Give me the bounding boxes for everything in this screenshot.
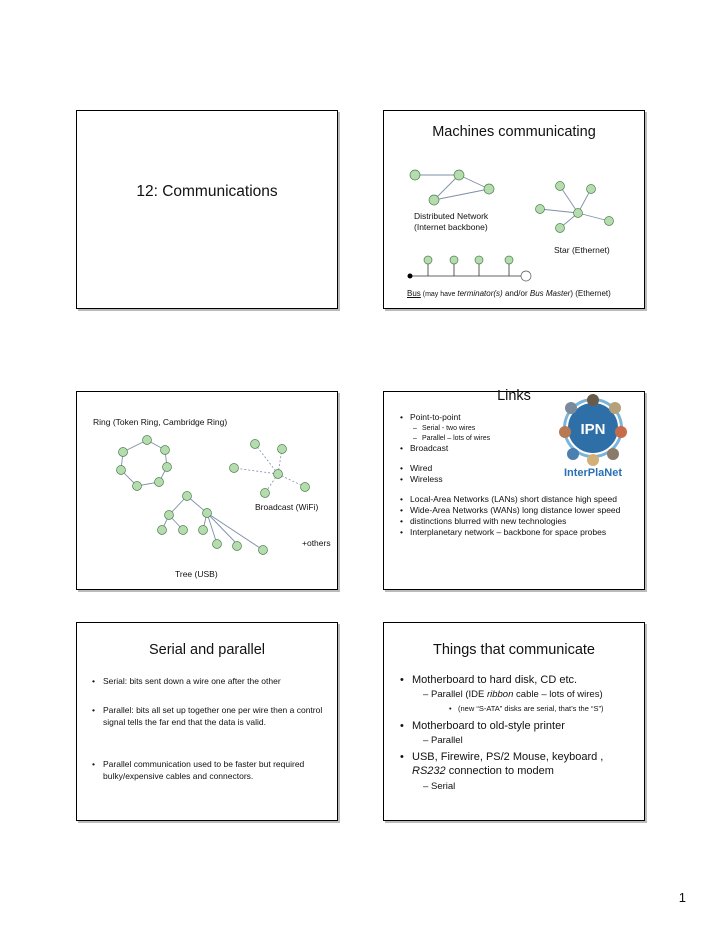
- ring-label: Ring (Token Ring, Cambridge Ring): [93, 417, 228, 427]
- broadcast-node: [251, 440, 260, 449]
- slide-heading: Links: [497, 388, 531, 404]
- slide-links: [383, 388, 645, 590]
- tree-node: [259, 546, 268, 555]
- network-node: [484, 184, 494, 194]
- bus-terminator: [408, 274, 413, 279]
- network-diagrams: [384, 111, 644, 308]
- network-node: [454, 170, 464, 180]
- network-node: [605, 217, 614, 226]
- links-item: • Wired: [410, 463, 432, 474]
- network-node: [505, 256, 513, 264]
- network-node: [587, 185, 596, 194]
- broadcast-node: [274, 470, 283, 479]
- network-node: [424, 256, 432, 264]
- slide-serial-parallel: [76, 622, 338, 821]
- ring-node: [133, 482, 142, 491]
- slide-heading: Machines communicating: [432, 124, 596, 140]
- star-label: Star (Ethernet): [554, 245, 610, 255]
- serial-item: • Parallel: bits all set up together one per wire then a control signal tells the far end that the data is valid.: [103, 704, 328, 728]
- slide-topologies: [76, 391, 338, 590]
- things-subitem: – Serial: [431, 781, 455, 793]
- tree-node: [203, 509, 212, 518]
- slide-heading: Serial and parallel: [148, 642, 266, 658]
- broadcast-node: [301, 483, 310, 492]
- things-item: • Motherboard to old-style printer: [412, 719, 565, 733]
- links-item: • Point-to-point: [410, 412, 461, 423]
- ring-node: [155, 478, 164, 487]
- tree-node: [165, 511, 174, 520]
- distributed-network-label: Distributed Network (Internet backbone): [414, 211, 489, 232]
- links-item: • Broadcast: [410, 443, 448, 454]
- links-item: • distinctions blurred with new technologies: [410, 516, 566, 527]
- links-item: • Local-Area Networks (LANs) short distance high speed: [410, 494, 617, 505]
- network-node: [410, 170, 420, 180]
- tree-node: [183, 492, 192, 501]
- tree-node: [158, 526, 167, 535]
- slide-machines-communicating: [383, 110, 645, 309]
- network-node: [574, 209, 583, 218]
- tree-node: [179, 526, 188, 535]
- network-node: [475, 256, 483, 264]
- links-subitem: – Serial - two wires: [422, 424, 475, 433]
- slide-things-communicate: [383, 622, 645, 821]
- things-item: • USB, Firewire, PS/2 Mouse, keyboard , RS232 connection to modem: [412, 750, 637, 778]
- links-subitem: – Parallel – lots of wires: [422, 434, 490, 443]
- ring-node: [163, 463, 172, 472]
- broadcast-node: [278, 445, 287, 454]
- broadcast-label: Broadcast (WiFi): [255, 502, 319, 512]
- bus-master: [521, 271, 531, 281]
- logo-caption: InterPlaNet: [563, 467, 623, 479]
- tree-node: [213, 540, 222, 549]
- serial-item: • Parallel communication used to be faster but required bulky/expensive cables and connectors.: [103, 758, 328, 782]
- things-subsubitem: • (new “S-ATA” disks are serial, that’s the “S”): [458, 704, 603, 714]
- others-label: +others: [302, 538, 331, 548]
- links-item: • Wide-Area Networks (WANs) long distance lower speed: [410, 505, 620, 516]
- broadcast-node: [261, 489, 270, 498]
- tree-node: [199, 526, 208, 535]
- tree-label: Tree (USB): [175, 569, 218, 579]
- links-item: • Wireless: [410, 474, 443, 485]
- things-subitem: – Parallel (IDE ribbon cable – lots of wires): [431, 689, 603, 701]
- broadcast-node: [230, 464, 239, 473]
- ring-node: [161, 446, 170, 455]
- ring-node: [119, 448, 128, 457]
- slide-title: [76, 110, 338, 309]
- network-node: [556, 224, 565, 233]
- things-subitem: – Parallel: [431, 735, 463, 747]
- ring-node: [117, 466, 126, 475]
- tree-node: [233, 542, 242, 551]
- logo-text: IPN: [580, 421, 606, 438]
- ring-node: [143, 436, 152, 445]
- things-item: • Motherboard to hard disk, CD etc.: [412, 673, 577, 687]
- slide-heading: Things that communicate: [433, 642, 595, 658]
- network-node: [536, 205, 545, 214]
- network-node: [429, 195, 439, 205]
- bus-label: Bus (may have terminator(s) and/or Bus Master) (Ethernet): [407, 289, 611, 298]
- serial-item: • Serial: bits sent down a wire one after the other: [103, 675, 328, 687]
- network-node: [450, 256, 458, 264]
- page-number: 1: [678, 890, 686, 905]
- links-item: • Interplanetary network – backbone for space probes: [410, 527, 606, 538]
- slide-title-text: 12: Communications: [136, 183, 278, 200]
- network-node: [556, 182, 565, 191]
